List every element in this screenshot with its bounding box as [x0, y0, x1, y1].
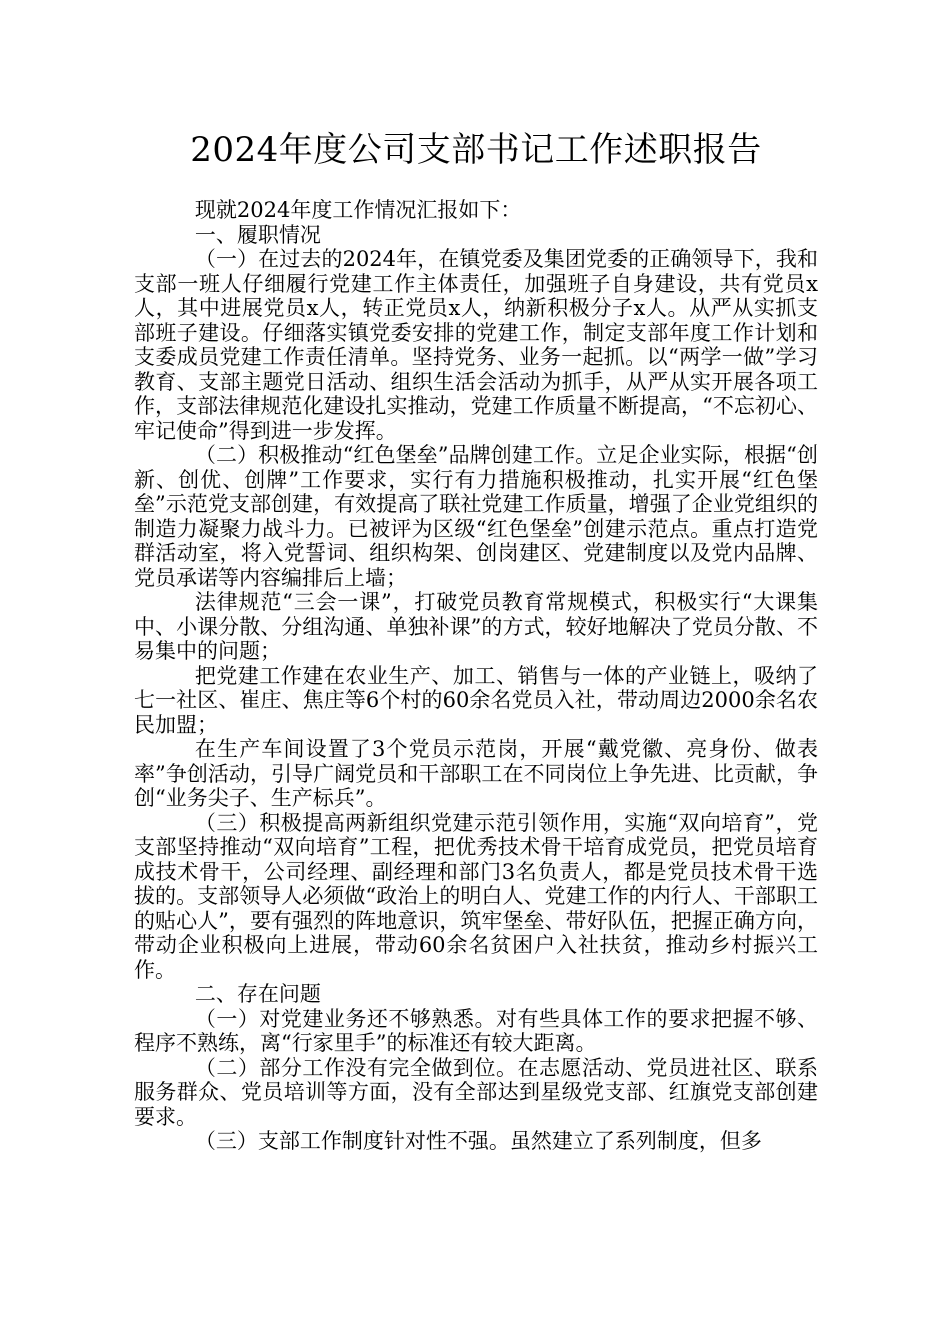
- paragraph: 把党建工作建在农业生产、加工、销售与一体的产业链上，吸纳了七一社区、崔庄、焦庄等6个村的60余名党员入社，带动周边2000余名农民加盟；: [134, 663, 818, 737]
- document-body: [134, 198, 818, 1154]
- paragraph: 法律规范“三会一课”，打破党员教育常规模式，积极实行“大课集中、小课分散、分组沟通、单独补课”的方式，较好地解决了党员分散、不易集中的问题；: [134, 590, 818, 663]
- paragraph: （一）在过去的2024年，在镇党委及集团党委的正确领导下，我和支部一班人仔细履行党建工作主体责任，加强班子自身建设，共有党员x人，其中进展党员x人，转正党员x人，纳新积极分子x人。从严从实抓支部班子建设。仔细落实镇党委安排的党建工作，制定支部年度工作计划和支委成员党建工作责任清单。坚持党务、业务一起抓。以“两学一做”学习教育、支部主题党日活动、组织生活会活动为抓手，从严从实开展各项工作，支部法律规范化建设扎实推动，党建工作质量不断提高，“不忘初心、牢记使命”得到进一步发挥。: [134, 247, 818, 443]
- paragraph-intro: 现就2024年度工作情况汇报如下：: [194, 198, 522, 222]
- paragraph: （二）部分工作没有完全做到位。在志愿活动、党员进社区、联系服务群众、党员培训等方面，没有全部达到星级党支部、红旗党支部创建要求。: [134, 1055, 818, 1129]
- section-heading-1: 一、履职情况: [194, 222, 321, 247]
- document-title: 2024年度公司支部书记工作述职报告: [190, 130, 762, 170]
- paragraph: （三）支部工作制度针对性不强。虽然建立了系列制度，但多: [194, 1129, 762, 1153]
- paragraph: 在生产车间设置了3个党员示范岗，开展“戴党徽、亮身份、做表率”争创活动，引导广阔党员和干部职工在不同岗位上争先进、比贡献，争创“业务尖子、生产标兵”。: [134, 737, 818, 810]
- section-heading-2: 二、存在问题: [194, 982, 321, 1006]
- paragraph: （一）对党建业务还不够熟悉。对有些具体工作的要求把握不够、程序不熟练，离“行家里手”的标准还有较大距离。: [134, 1006, 818, 1055]
- paragraph: （二）积极推动“红色堡垒”品牌创建工作。立足企业实际，根据“创新、创优、创牌”工作要求，实行有力措施积极推动，扎实开展“红色堡垒”示范党支部创建，有效提高了联社党建工作质量，增强了企业党组织的制造力凝聚力战斗力。已被评为区级“红色堡垒”创建示范点。重点打造党群活动室，将入党誓词、组织构架、创岗建区、党建制度以及党内品牌、党员承诺等内容编排后上墙；: [134, 443, 818, 590]
- paragraph: （三）积极提高两新组织党建示范引领作用，实施“双向培育”，党支部坚持推动“双向培育”工程，把优秀技术骨干培育成党员，把党员培育成技术骨干，公司经理、副经理和部门3名负责人，都是党员技术骨干选拔的。支部领导人必须做“政治上的明白人、党建工作的内行人、干部职工的贴心人”，要有强烈的阵地意识，筑牢堡垒、带好队伍，把握正确方向，带动企业积极向上进展，带动60余名贫困户入社扶贫，推动乡村振兴工作。: [134, 810, 818, 982]
